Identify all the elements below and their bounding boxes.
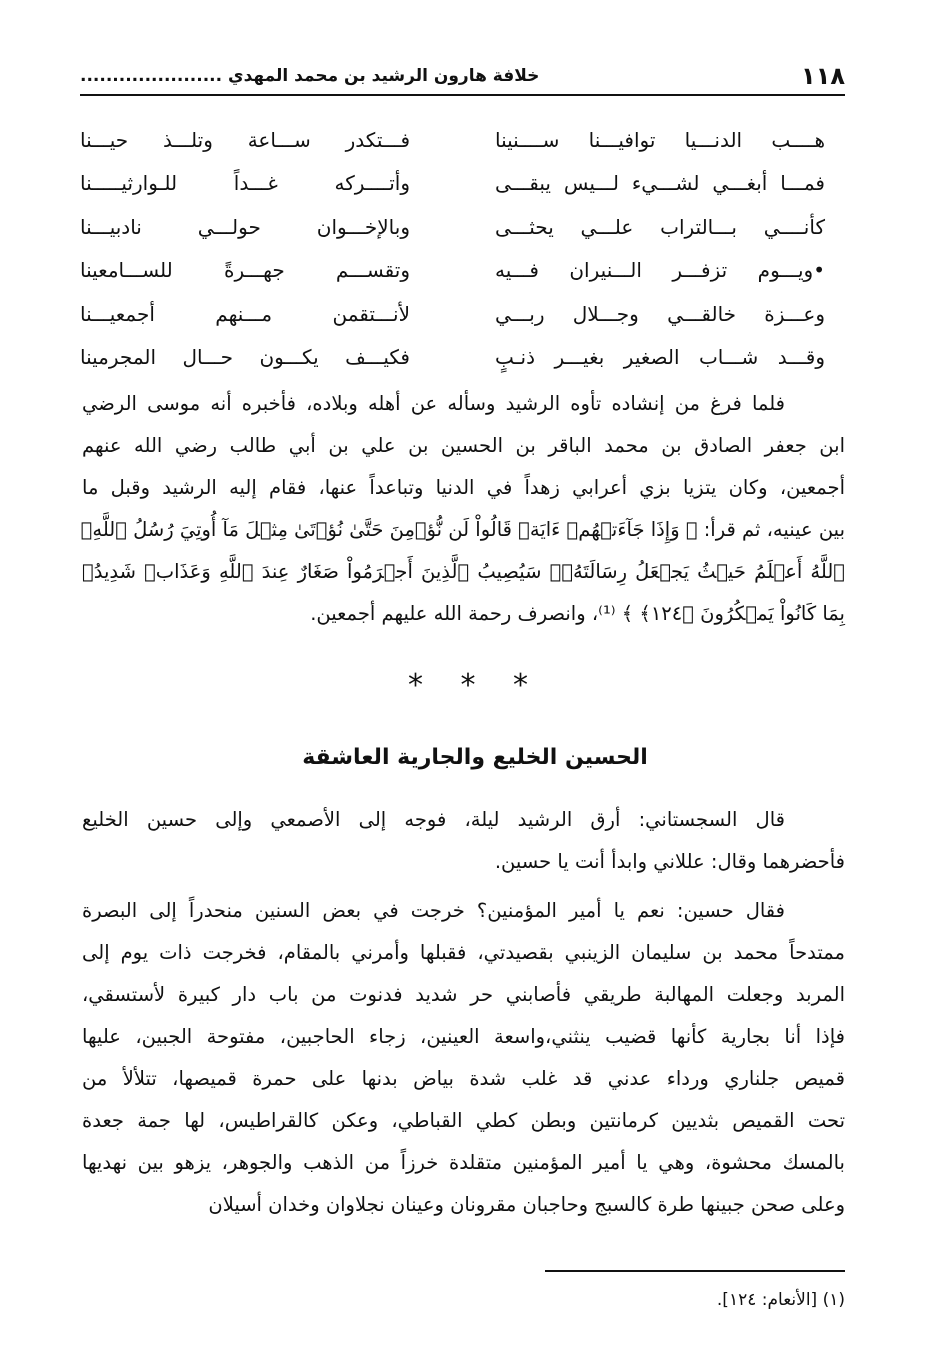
paragraph-1 (82, 383, 845, 635)
section-heading: الحسين الخليع والجارية العاشقة (302, 745, 648, 770)
footnote-rule (545, 1270, 845, 1272)
text-line: تحت القميص بثديين كرمانتين وبطن كطي القباطي، وعكن كالقراطيس، لها جمة جعدة (82, 1109, 845, 1132)
text-line: بِمَا كَانُواْ يَمۡكُرُونَ ﴿١٢٤﴾ ﴾ ⁽¹⁾، وانصرف رحمة الله عليهم أجمعين. (310, 602, 845, 625)
footnote: (١) [الأنعام: ١٢٤]. (716, 1290, 845, 1310)
page-number: ١١٨ (801, 62, 845, 90)
verse-line (80, 336, 825, 380)
verse-line (80, 292, 825, 336)
verse-line (80, 205, 825, 249)
first-hemistich: •ويـــوم تزفـــر الـــنيران فـــيه (495, 258, 825, 283)
first-hemistich: وقـــد شـــاب الصغير بغيـــر ذنـبٍ (495, 345, 825, 370)
running-title: خلافة هارون الرشيد بن محمد المهدي ...................... (80, 66, 540, 86)
text-line: وعلى صحن جبينها طرة كالسبج وحاجبان مقرونان وعينان نجلاوان وخدان أسيلان (208, 1193, 845, 1216)
first-hemistich: كأنــــي بـــالتراب علـــي يحثـــى (495, 214, 825, 239)
text-line: المربد وجعلت المهالبة طريقي فأصابني حر شديد فدنوت من باب دار كبيرة لأستسقي، (82, 983, 845, 1006)
section-separator: * * * (407, 668, 543, 703)
second-hemistich: فكيـــف يكـــون حـــال المجرمينا (80, 345, 410, 370)
first-hemistich: فمـــا أبغـــي لشـــيء لـــيس يبقـــى (495, 171, 825, 196)
poem (80, 118, 825, 379)
verse-line (80, 249, 825, 293)
text-line: فإذا أنا بجارية كأنها قضيب ينثني،واسعة العينين، زجاء الحاجبين، مفتوحة الجبين، عليها (82, 1025, 845, 1048)
verse-line (80, 162, 825, 206)
text-line: فأحضرهما وقال: عللاني وابدأ أنت يا حسين. (494, 850, 845, 873)
text-line: قميص جلناري ورداء عدني قد غلب شدة بياض بدنها على حمرة قميصها، تتلألأ من (82, 1067, 845, 1090)
second-hemistich: وأتــــركه غـــداً للـوارثيـــــنا (80, 171, 410, 196)
running-header (80, 58, 845, 96)
second-hemistich: وبالإخـــوان حولـــي نادبيـــنا (80, 214, 410, 239)
text-line: ابن جعفر الصادق بن محمد الباقر بن الحسين بن علي بن أبي طالب رضي الله عنهم (82, 434, 845, 457)
first-hemistich: هــــب الدنـــيا توافيـــنا ســــنينا (495, 127, 825, 152)
second-hemistich: وتقســـم جهـــرةً للســـامعينا (80, 258, 410, 283)
text-line: بين عينيه، ثم قرأ: ﴿ وَإِذَا جَآءَتۡهُمۡ ءَايَةٞ قَالُواْ لَن نُّؤۡمِنَ حَتَّىٰ نُؤۡتَىٰ مِثۡلَ مَآ أُوتِيَ رُسُلُ ٱللَّهِۘ (80, 518, 845, 541)
second-hemistich: لأنـــتقمن مـــنهم أجمعيـــنا (80, 301, 410, 326)
text-line: فقال حسين: نعم يا أمير المؤمنين؟ خرجت في بعض السنين منحدراً إلى البصرة (82, 899, 785, 922)
text-line: بالمسك محشوة، وهي يا أمير المؤمنين متقلدة خرزاً من الذهب والجوهر، يزهو بين نهديها (82, 1151, 845, 1174)
second-hemistich: فـــتكدر ســـاعة وتلـــذ حيـــنا (80, 127, 410, 152)
text-line: ٱللَّهُ أَعۡلَمُ حَيۡثُ يَجۡعَلُ رِسَالَتَهُۥۗ سَيُصِيبُ ٱلَّذِينَ أَجۡرَمُواْ صَغَارٌ عِندَ ٱللَّهِ وَعَذَابٞ شَدِيدُۢ (82, 560, 845, 583)
verse-line (80, 118, 825, 162)
text-line: ممتدحاً محمد بن سليمان الزينبي بقصيدتي، فقبلها وأمرني بالمقام، فخرجت ذات يوم إلى (82, 941, 845, 964)
text-line: قال السجستاني: أرق الرشيد ليلة، فوجه إلى الأصمعي وإلى حسين الخليع (82, 808, 785, 831)
text-line: أجمعين، وكان يتزيا بزي أعرابي زهداً في الدنيا وتباعداً عنها، فقام إليه الرشيد وقبل ما (82, 476, 845, 499)
text-line: فلما فرغ من إنشاده تأوه الرشيد وسأله عن أهله وبلاده، فأخبره أنه موسى الرضي (82, 392, 785, 415)
paragraph-3 (82, 890, 845, 1226)
first-hemistich: وعـــزة خالقـــي وجـــلال ربـــي (495, 301, 825, 326)
paragraph-2 (82, 799, 845, 883)
